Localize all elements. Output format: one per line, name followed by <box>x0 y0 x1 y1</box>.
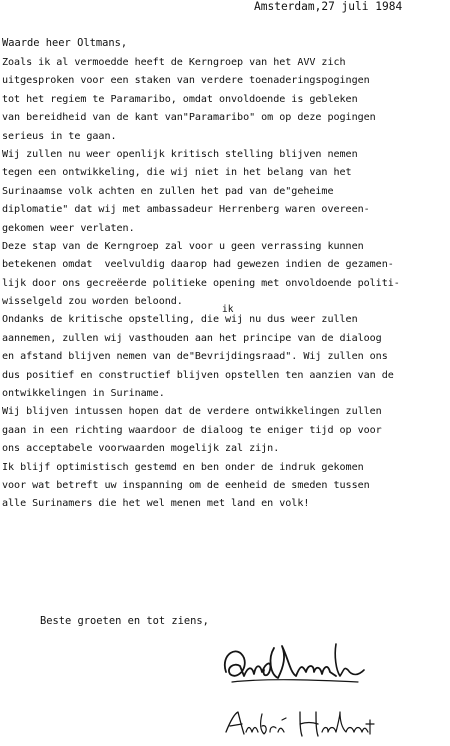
body-line: ons acceptabele voorwaarden mogelijk zal zijn. <box>2 443 280 455</box>
body-line: Ik blijf optimistisch gestemd en ben onder de indruk gekomen <box>2 461 364 473</box>
body-line: alle Surinamers die het wel menen met land en volk! <box>2 498 310 510</box>
handwritten-name-image <box>220 706 380 740</box>
body-line: tot het regiem te Paramaribo, omdat onvoldoende is gebleken <box>2 93 358 105</box>
body-line: Wij zullen nu weer openlijk kritisch stelling blijven nemen <box>2 148 358 160</box>
body-line: Wij blijven intussen hopen dat de verdere ontwikkelingen zullen <box>2 406 382 418</box>
body-line: dus positief en constructief blijven opstellen ten aanzien van de <box>2 369 394 381</box>
body-line: serieus in te gaan. <box>2 130 117 142</box>
body-line: Zoals ik al vermoedde heeft de Kerngroep van het AVV zich <box>2 57 346 68</box>
body-line: Surinaamse volk achten en zullen het pad van de"geheime <box>2 185 334 197</box>
body-line: uitgesproken voor een staken van verdere toenaderingspogingen <box>2 75 370 87</box>
body-line: gekomen weer verlaten. <box>2 222 135 234</box>
body-line: van bereidheid van de kant van"Paramaribo" om op deze pogingen <box>2 112 376 124</box>
body-line: tegen een ontwikkeling, die wij niet in het belang van het <box>2 167 352 179</box>
body-line: ontwikkelingen in Suriname. <box>2 388 165 400</box>
typed-insertion: ik <box>222 304 234 315</box>
body-line: gaan in een richting waardoor de dialoog te eniger tijd op voor <box>2 424 382 436</box>
letter-body <box>2 54 448 514</box>
dateline: Amsterdam,27 juli 1984 <box>254 0 403 13</box>
body-line: betekenen omdat veelvuldig daarop had gewezen indien de gezamen- <box>2 259 394 271</box>
salutation: Waarde heer Oltmans, <box>2 37 128 49</box>
body-line: aannemen, zullen wij vasthouden aan het principe van de dialoog <box>2 332 382 344</box>
body-line: diplomatie" dat wij met ambassadeur Herrenberg waren overeen- <box>2 204 370 216</box>
signature-image <box>218 636 368 694</box>
body-line: en afstand blijven nemen van de"Bevrijdingsraad". Wij zullen ons <box>2 351 388 363</box>
body-line: lijk door ons gecreëerde politieke opening met onvoldoende politi- <box>2 277 400 289</box>
closing-line: Beste groeten en tot ziens, <box>40 615 209 627</box>
body-line: wisselgeld zou worden beloond. <box>2 296 183 308</box>
body-line: voor wat betreft uw inspanning om de eenheid de smeden tussen <box>2 479 370 491</box>
body-line: Ondanks de kritische opstelling, die wij nu dus weer zullen <box>2 314 358 326</box>
body-line: Deze stap van de Kerngroep zal voor u geen verrassing kunnen <box>2 240 364 252</box>
